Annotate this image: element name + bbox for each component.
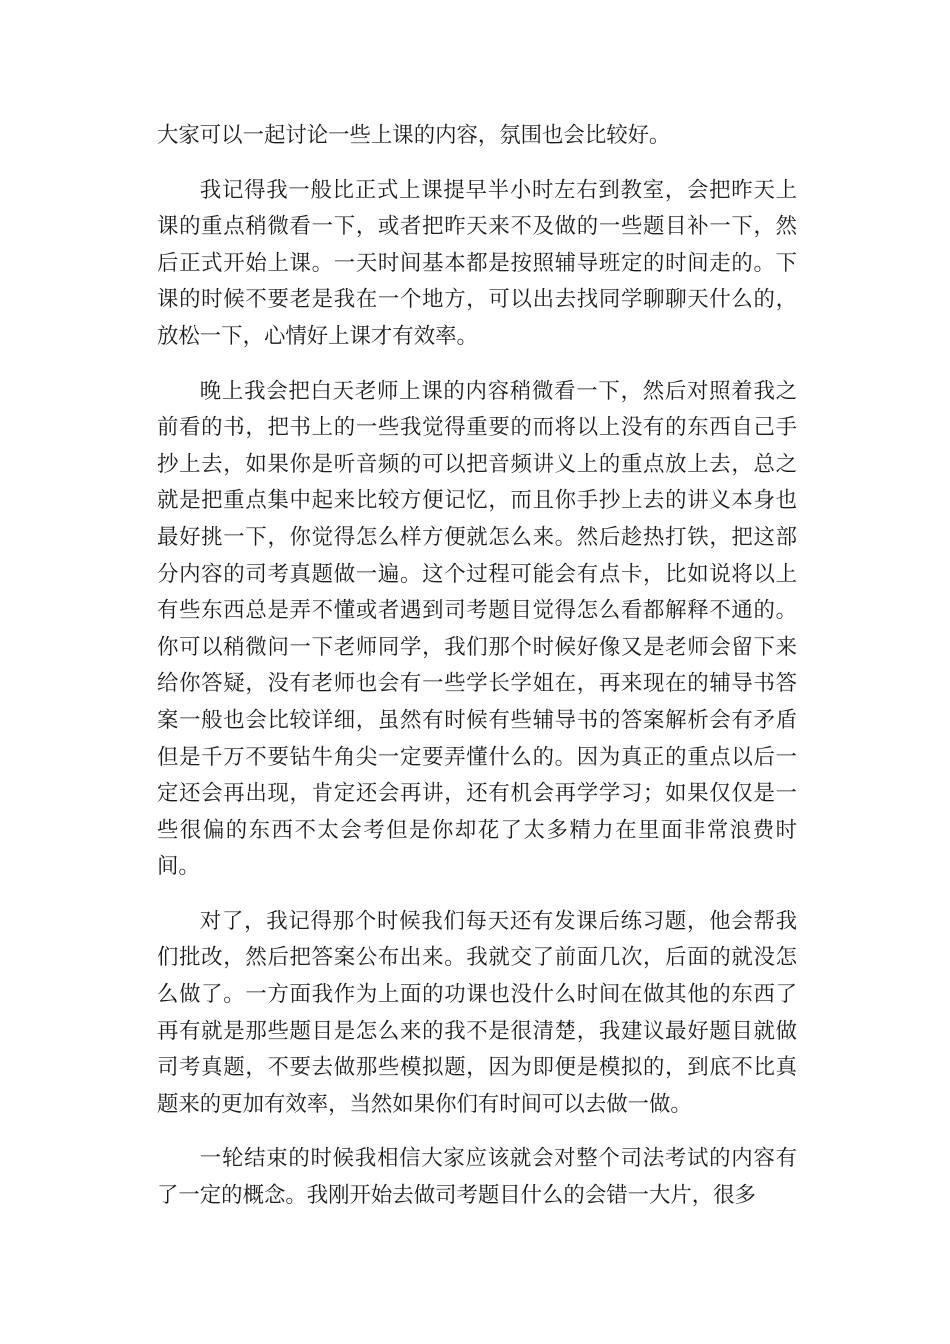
paragraph-2: 我记得我一般比正式上课提早半小时左右到教室，会把昨天上课的重点稍微看一下，或者把昨天来不及做的一些题目补一下，然后正式开始上课。一天时间基本都是按照辅导班定的时间走的。下课的时候不要老是我在一个地方，可以出去找同学聊聊天什么的，放松一下，心情好上课才有效率。 xyxy=(157,177,797,349)
paragraph-1: 大家可以一起讨论一些上课的内容，氛围也会比较好。 xyxy=(157,123,671,148)
document-body xyxy=(157,118,797,1233)
paragraph-3: 晚上我会把白天老师上课的内容稍微看一下，然后对照着我之前看的书，把书上的一些我觉得重要的而将以上没有的东西自己手抄上去，如果你是听音频的可以把音频讲义上的重点放上去，总之就是把重点集中起来比较方便记忆，而且你手抄上去的讲义本身也最好挑一下，你觉得怎么样方便就怎么来。然后趁热打铁，把这部分内容的司考真题做一遍。这个过程可能会有点卡，比如说将以上有些东西总是弄不懂或者遇到司考题目觉得怎么看都解释不通的。你可以稍微问一下老师同学，我们那个时候好像又是老师会留下来给你答疑，没有老师也会有一些学长学姐在，再来现在的辅导书答案一般也会比较详细，虽然有时候有些辅导书的答案解析会有矛盾但是千万不要钻牛角尖一定要弄懂什么的。因为真正的重点以后一定还会再出现，肯定还会再讲，还有机会再学学习；如果仅仅是一些很偏的东西不太会考但是你却花了太多精力在里面非常浪费时间。 xyxy=(157,378,797,880)
paragraph-5: 一轮结束的时候我相信大家应该就会对整个司法考试的内容有了一定的概念。我刚开始去做司考题目什么的会错一大片，很多 xyxy=(157,1146,797,1209)
paragraph-4: 对了，我记得那个时候我们每天还有发课后练习题，他会帮我们批改，然后把答案公布出来。我就交了前面几次，后面的就没怎么做了。一方面我作为上面的功课也没什么时间在做其他的东西了再有就是那些题目是怎么来的我不是很清楚，我建议最好题目就做司考真题，不要去做那些模拟题，因为即便是模拟的，到底不比真题来的更加有效率，当然如果你们有时间可以去做一做。 xyxy=(157,908,797,1117)
